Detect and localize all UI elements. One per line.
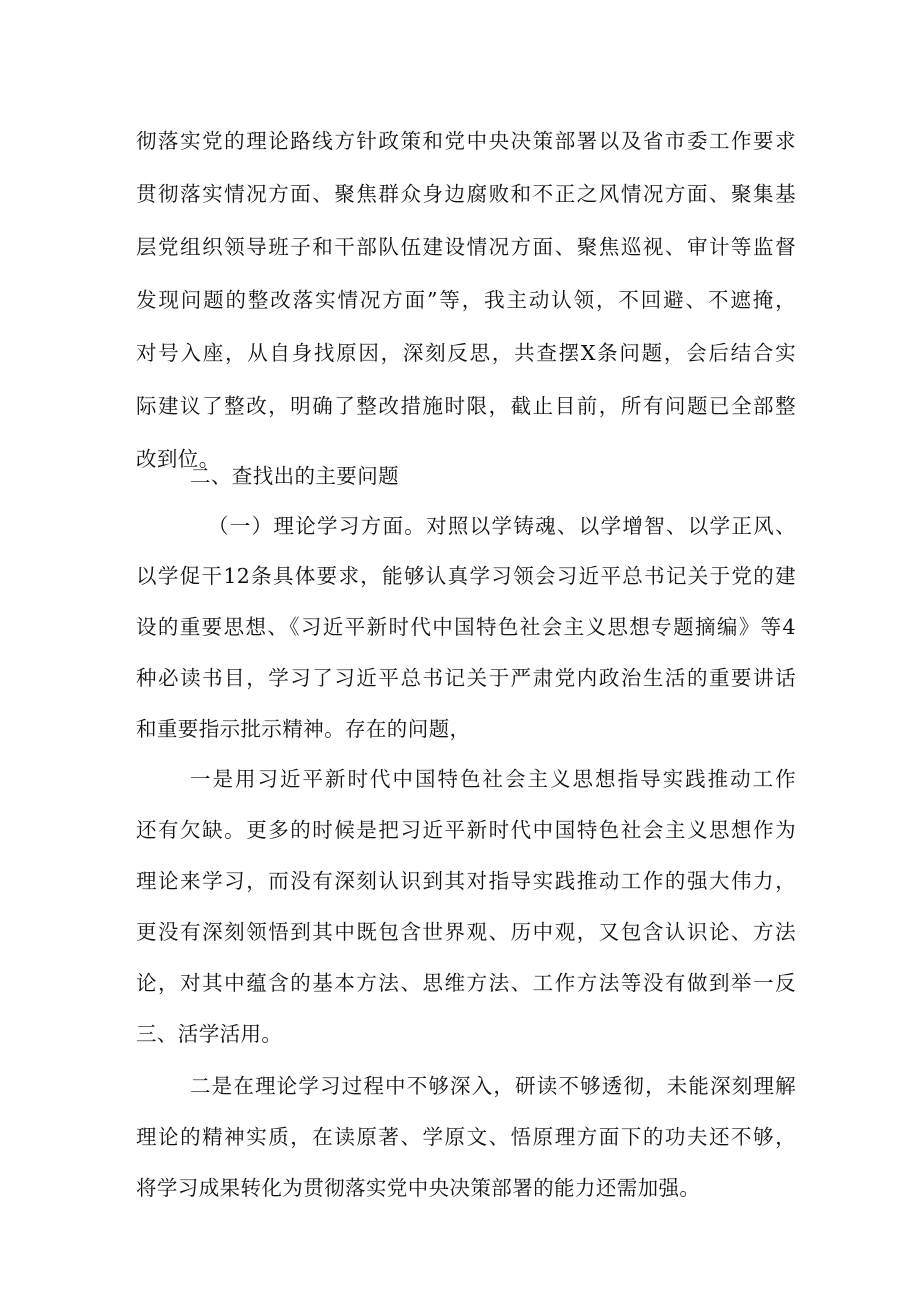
paragraph-line: 还有欠缺。更多的时候是把习近平新时代中国特色社会主义思想作为	[136, 818, 796, 842]
paragraph-line: 际建议了整改，明确了整改措施时限，截止目前，所有问题已全部整	[136, 394, 796, 418]
subsection-heading-line: （一）理论学习方面。对照以学铸魂、以学增智、以学正风、	[208, 514, 796, 538]
paragraph-line: 理论的精神实质，在读原著、学原文、悟原理方面下的功夫还不够，	[136, 1125, 796, 1149]
paragraph-line: 层党组织领导班子和干部队伍建设情况方面、聚焦巡视、审计等监督	[136, 235, 796, 259]
paragraph-line: 将学习成果转化为贯彻落实党中央决策部署的能力还需加强。	[136, 1176, 701, 1200]
paragraph-line: 和重要指示批示精神。存在的问题，	[136, 717, 471, 741]
paragraph-line: 设的重要思想、《习近平新时代中国特色社会主义思想专题摘编》等4	[136, 615, 796, 639]
paragraph-line: 彻落实党的理论路线方针政策和党中央决策部署以及省市委工作要求	[136, 129, 796, 153]
paragraph-line: 改到位。	[136, 447, 220, 471]
paragraph-line: 论，对其中蕴含的基本方法、思维方法、工作方法等没有做到举一反	[136, 971, 796, 995]
paragraph-line: 二是在理论学习过程中不够深入，研读不够透彻，未能深刻理解	[190, 1074, 796, 1098]
paragraph-line: 种必读书目，学习了习近平总书记关于严肃党内政治生活的重要讲话	[136, 666, 796, 690]
section-heading: 二、查找出的主要问题	[190, 464, 399, 488]
paragraph-line: 以学促干12条具体要求，能够认真学习领会习近平总书记关于党的建	[136, 564, 796, 588]
paragraph-line: 理论来学习，而没有深刻认识到其对指导实践推动工作的强大伟力，	[136, 869, 796, 893]
paragraph-line: 贯彻落实情况方面、聚焦群众身边腐败和不正之风情况方面、聚集基	[136, 182, 796, 206]
paragraph-line: 更没有深刻领悟到其中既包含世界观、历中观，又包含认识论、方法	[136, 920, 796, 944]
paragraph-line: 对号入座，从自身找原因，深刻反思，共查摆X条问题，会后结合实	[136, 341, 796, 365]
paragraph-line: 发现问题的整改落实情况方面”等，我主动认领，不回避、不遮掩，	[136, 288, 796, 312]
paragraph-line: 一是用习近平新时代中国特色社会主义思想指导实践推动工作	[190, 767, 796, 791]
paragraph-line: 三、活学活用。	[136, 1022, 283, 1046]
